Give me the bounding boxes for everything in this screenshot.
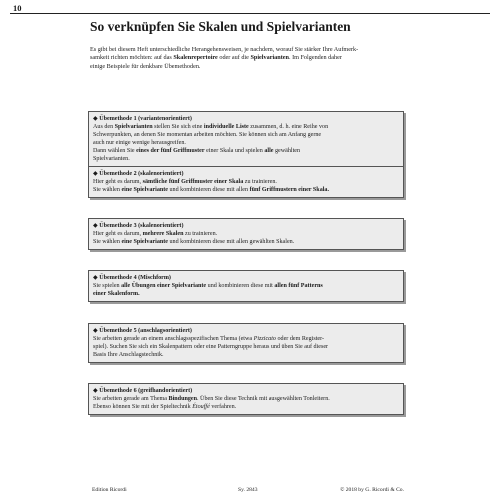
- method-title-6: ◆ Übemethode 6 (greifhandorientiert): [93, 388, 193, 394]
- text-segment: und kombinieren diese mit: [206, 283, 275, 289]
- text-segment: alle: [264, 148, 274, 154]
- text-segment: Sie spielen: [93, 283, 122, 289]
- text-segment: Schwerpunkten, an denen Sie momentan arbeiten möchten. Sie können sich am Anfang gerne: [93, 132, 322, 138]
- text-segment: . Üben Sie diese Technik mit ausgewählten Tonleitern.: [197, 396, 330, 402]
- method-body-3: [93, 230, 399, 246]
- text-segment: zusammen, d. h. eine Reihe von: [248, 124, 329, 130]
- text-segment: oder dem Register-: [275, 336, 325, 342]
- text-segment: eines der fünf Griffmuster: [136, 148, 205, 154]
- footer-catalog-number: Sy. 2843: [238, 487, 258, 493]
- page-title: So verknüpfen Sie Skalen und Spielvarianten: [90, 19, 351, 34]
- text-segment: stellen Sie sich eine: [152, 124, 204, 130]
- method-body-4: [93, 282, 399, 298]
- method-title-5: ◆ Übemethode 5 (anschlagsorientiert): [93, 328, 192, 334]
- text-segment: fünf Griffmustern einer Skala.: [249, 187, 330, 193]
- text-segment: zu trainieren.: [183, 231, 218, 237]
- text-segment: und kombinieren diese mit allen: [167, 187, 250, 193]
- text-segment: Basis Ihre Anschlagstechnik.: [93, 352, 164, 358]
- intro-paragraph: [90, 46, 412, 71]
- text-segment: Spielvarianten: [114, 124, 153, 130]
- header-rule: [10, 13, 490, 14]
- method-title-4: ◆ Übemethode 4 (Mischform): [93, 275, 171, 281]
- text-segment: Aus den: [93, 124, 115, 130]
- method-box-2: [88, 166, 404, 198]
- text-segment: Skalenrepertoire: [173, 54, 218, 62]
- text-segment: allen fünf Patterns: [274, 283, 323, 289]
- footer-publisher: Edition Ricordi: [92, 487, 127, 493]
- text-segment: sämtliche fünf Griffmuster einer Skala: [142, 179, 244, 185]
- text-segment: Sie wählen: [93, 187, 122, 193]
- method-box-6: [88, 383, 404, 415]
- page-number: 10: [13, 3, 22, 13]
- text-segment: und kombinieren diese mit allen gewählten Skalen.: [167, 239, 295, 245]
- footer-copyright: © 2018 by G. Ricordi & Co.: [340, 487, 404, 493]
- text-segment: . Im Folgenden daher: [288, 54, 342, 62]
- text-segment: Spielvarianten.: [93, 156, 130, 162]
- text-segment: individuelle Liste: [203, 124, 249, 130]
- text-segment: Bindungen: [168, 396, 197, 402]
- text-segment: Pizzicato: [253, 336, 276, 342]
- text-segment: auch nur einige wenige herausgreifen.: [93, 140, 186, 146]
- text-segment: Spielvarianten: [250, 54, 289, 62]
- method-body-2: [93, 178, 399, 194]
- text-segment: Dann wählen Sie: [93, 148, 137, 154]
- method-box-3: [88, 218, 404, 250]
- text-segment: Hier geht es darum,: [93, 179, 143, 185]
- text-segment: Étouffé: [192, 404, 210, 410]
- method-box-5: [88, 323, 404, 363]
- method-title-3: ◆ Übemethode 3 (skalenorientiert): [93, 223, 184, 229]
- text-segment: samkeit richten möchten: auf das: [90, 54, 174, 62]
- text-segment: einige Beispiele für denkbare Übemethoden.: [90, 62, 201, 70]
- method-body-1: [93, 123, 399, 163]
- method-body-6: [93, 395, 399, 411]
- text-segment: verfahren.: [209, 404, 237, 410]
- text-segment: Sie arbeiten gerade an einem anschlagsspezifischen Thema (etwa: [93, 336, 254, 342]
- method-box-4: [88, 270, 404, 302]
- text-segment: Ebenso können Sie mit der Spieltechnik: [93, 404, 193, 410]
- text-segment: Hier geht es darum,: [93, 231, 143, 237]
- text-segment: eine Spielvariante: [121, 187, 168, 193]
- text-segment: einer Skalenform.: [93, 291, 140, 297]
- text-segment: Es gibt bei diesem Heft unterschiedliche Herangehensweisen, je nachdem, worauf Sie stärker Ihre Aufmerk-: [90, 46, 359, 53]
- text-segment: mehrere Skalen: [142, 231, 184, 237]
- text-segment: einer Skala und spielen: [204, 148, 265, 154]
- text-segment: gewählten: [273, 148, 301, 154]
- text-segment: Sie wählen: [93, 239, 122, 245]
- text-segment: Sie arbeiten gerade am Thema: [93, 396, 169, 402]
- method-title-2: ◆ Übemethode 2 (skalenorientiert): [93, 171, 184, 177]
- text-segment: alle Übungen einer Spielvariante: [121, 283, 207, 289]
- text-segment: eine Spielvariante: [121, 239, 168, 245]
- text-segment: zu trainieren.: [243, 179, 277, 185]
- method-body-5: [93, 335, 399, 359]
- text-segment: oder auf die: [217, 54, 251, 62]
- method-title-1: ◆ Übemethode 1 (variantenorientiert): [93, 116, 192, 122]
- text-segment: spiel). Suchen Sie sich ein Skalenpattern oder eine Patterngruppe heraus und üben Sie auf dieser: [93, 344, 329, 350]
- method-box-1: [88, 111, 404, 167]
